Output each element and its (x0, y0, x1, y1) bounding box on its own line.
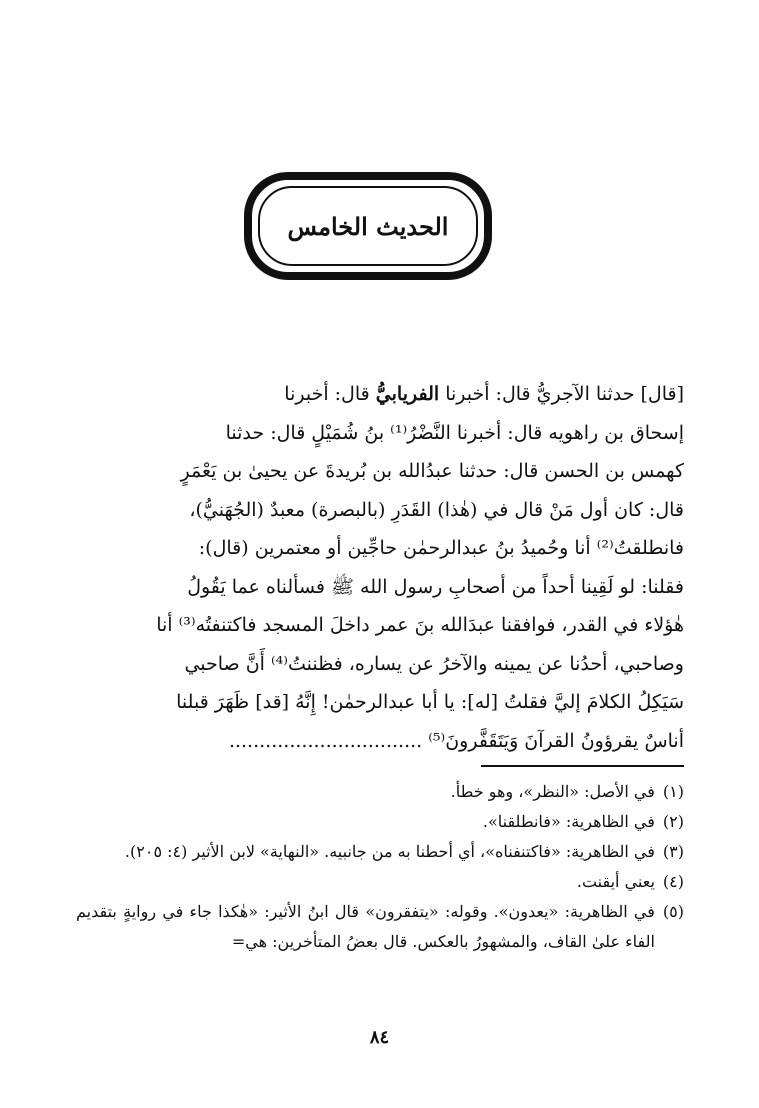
chapter-title-frame (244, 172, 492, 280)
footnote-number: (٣) (662, 842, 684, 861)
text-line-9: سَيَكِلُ الكلامَ إليَّ فقلتُ [له]: يا أبا عبدالرحمٰن! إِنَّهُ [قد] ظَهَرَ قبلنا (176, 691, 684, 713)
chapter-title-inner-frame (258, 186, 478, 266)
text-line-1 (76, 375, 684, 414)
footnote-text: في الظاهرية: «يعدون». وقوله: «يتفقرون» قال ابنُ الأثير: «هٰكذا جاء في روايةٍ بتقديم الفاء علىٰ القاف، والمشهورُ بالعكس. قال بعضُ المتأخرين: هي= (76, 902, 655, 951)
footnote (76, 837, 684, 867)
footnote-number: (١) (662, 782, 684, 801)
footnote-number: (٥) (662, 902, 684, 921)
footnote (76, 777, 684, 807)
footnote-number: (٢) (662, 812, 684, 831)
text-line-8: وصاحبي، أحدُنا عن يمينه والآخرُ عن يساره، فظننتُ⁽⁴⁾ أَنَّ صاحبي (184, 652, 684, 675)
text-line-1-start: [قال] حدثنا الآجريُّ قال: أخبرنا (439, 383, 684, 405)
footnote (76, 807, 684, 837)
text-line-4: قال: كان أول مَنْ قال في (هٰذا) القَدَرِ (بالبصرة) معبدٌ (الجُهَنيُّ)، (189, 498, 684, 521)
footnote-number: (٤) (662, 872, 684, 891)
footnote-text: في الظاهرية: «فانطلقنا». (482, 812, 655, 831)
footnote-text: يعني أيقنت. (576, 872, 655, 891)
text-line-2: إسحاق بن راهويه قال: أخبرنا النَّضْرُ⁽¹⁾ بنُ شُمَيْلٍ قال: حدثنا (225, 421, 684, 444)
hadith-text (76, 375, 684, 760)
chapter-title: الحديث الخامس (287, 211, 449, 241)
text-line-6: فقلنا: لو لَقِينا أحداً من أصحابِ رسول الله ﷺ فسألناه عما يَقُولُ (187, 575, 684, 598)
page-number: ٨٤ (369, 1027, 390, 1048)
footnote (76, 897, 684, 957)
text-line-10: أناسٌ يقرؤونُ القرآنَ وَيَتَقَفَّرونَ⁽⁵⁾ ................................ (228, 729, 684, 752)
text-line-5: فانطلقتُ⁽²⁾ أنا وحُميدُ بنُ عبدالرحمٰن حاجِّين أو معتمرين (قال): (198, 537, 684, 559)
narrator-name-bold: الفريابيُّ (375, 383, 440, 405)
text-line-7: هٰؤلاء في القدر، فوافقنا عبدَالله بنَ عمر داخلَ المسجد فاكتنفتُه⁽³⁾ أنا (156, 614, 684, 636)
text-line-1-end: قال: أخبرنا (284, 383, 376, 405)
footnote (76, 867, 684, 897)
footnotes (76, 777, 684, 957)
footnote-divider (481, 765, 684, 767)
footnote-text: في الأصل: «النظر»، وهو خطأ. (450, 782, 655, 801)
footnote-text: في الظاهرية: «فاكتنفناه»، أي أحطنا به من جانبيه. «النهاية» لابن الأثير (٤: ٢٠٥). (124, 842, 655, 861)
text-line-3: كهمس بن الحسن قال: حدثنا عبدُالله بن بُريدةَ عن يحيىٰ بن يَعْمَرٍ (180, 460, 684, 482)
